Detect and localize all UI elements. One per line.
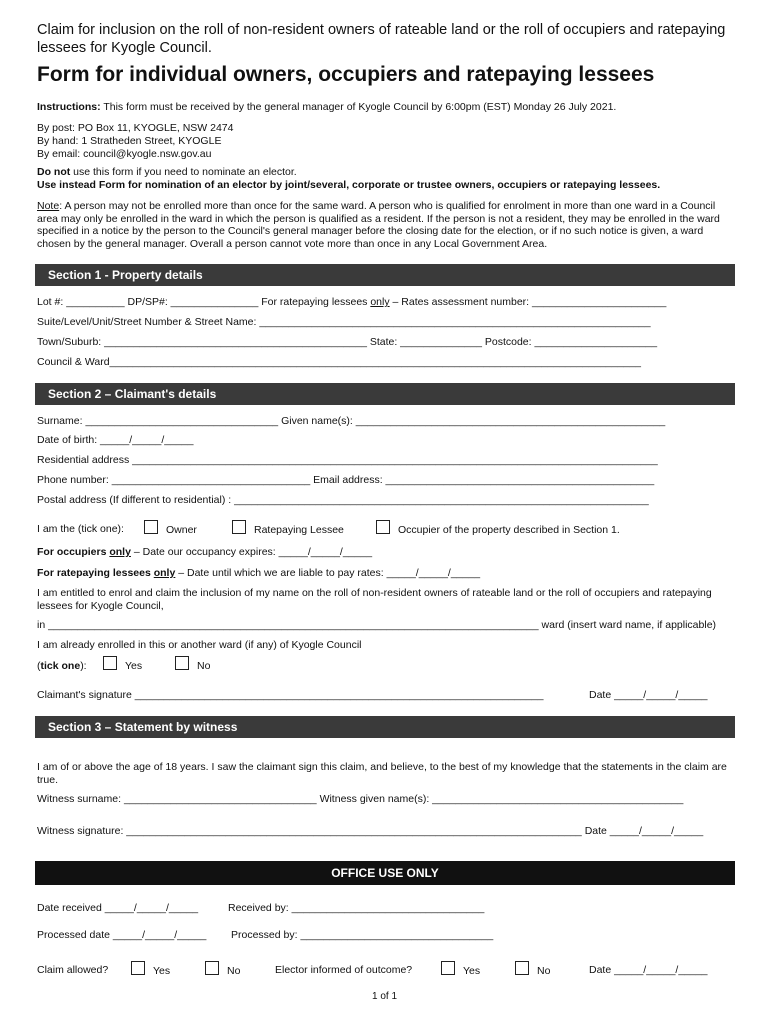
occupiers-only: only: [109, 546, 131, 558]
hand-address: By hand: 1 Stratheden Street, KYOGLE: [37, 135, 222, 147]
note-label: Note: [37, 200, 60, 212]
already-enrolled-label: I am already enrolled in this or another ward (if any) of Kyogle Council: [37, 639, 362, 651]
section1-header: [35, 264, 735, 286]
page-number: 1 of 1: [372, 991, 398, 1002]
enrolled-yes-option[interactable]: [103, 656, 142, 672]
office-date-line[interactable]: Date _____/_____/_____: [589, 964, 708, 976]
enrolled-yes-checkbox[interactable]: [103, 656, 117, 670]
allowed-yes-option[interactable]: [131, 961, 170, 977]
processed-by-line[interactable]: Processed by: _________________________________: [231, 929, 494, 941]
claimant-signature-date[interactable]: Date _____/_____/_____: [589, 689, 708, 701]
lessees-only: only: [153, 567, 176, 579]
postal-address: By post: PO Box 11, KYOGLE, NSW 2474: [37, 122, 234, 134]
ward-line[interactable]: in ____________________________________________________________________________________ ward (insert ward name, if applicable): [37, 619, 717, 631]
allowed-yes-checkbox[interactable]: [131, 961, 145, 975]
enrolled-no-checkbox[interactable]: [175, 656, 189, 670]
informed-yes-option[interactable]: [441, 961, 480, 977]
claimant-type-label: I am the (tick one):: [37, 523, 124, 535]
claim-allowed-label: Claim allowed?: [37, 964, 109, 976]
owner-label: Owner: [166, 524, 197, 536]
form-heading: Claim for inclusion on the roll of non-resident owners of rateable land or the roll of occupiers and ratepaying lessees for Kyogle Council.: [37, 22, 726, 56]
informed-no-checkbox[interactable]: [515, 961, 529, 975]
note-text: : A person may not be enrolled more than once for the same ward. A person who is qualified for enrolment in more than one ward in a Council area may only be enrolled in the ward in which the person is qualified as a resident. If the person is not a resident, they may be enrolled in the ward specified in a notice by the person to the Council's general manager before the closing date for the election, or if no such notice is given, a ward chosen by the general manager. Overall a person cannot vote more than once in any Local Government Area.: [37, 200, 720, 250]
dob-line[interactable]: Date of birth: _____/_____/_____: [37, 434, 194, 446]
section3-title: Section 3 – Statement by witness: [48, 720, 238, 734]
town-line[interactable]: Town/Suburb: _____________________________________________ State: ______________ Postcode: _____________________: [37, 336, 658, 348]
instructions-label: Instructions:: [37, 101, 101, 113]
lot-line-only: only: [370, 296, 390, 308]
section2-title: Section 2 – Claimant's details: [48, 387, 217, 401]
owner-option[interactable]: [144, 520, 197, 536]
informed-no-label: No: [537, 965, 551, 977]
informed-yes-label: Yes: [463, 965, 481, 977]
postal-line[interactable]: Postal address (If different to residential) : _______________________________________________________________________: [37, 494, 649, 506]
instructions-text: This form must be received by the general manager of Kyogle Council by 6:00pm (EST) Monday 26 July 2021.: [100, 101, 617, 113]
use-instead-note: Use instead Form for nomination of an elector by joint/several, corporate or trustee owners, occupiers or ratepaying lessees.: [37, 179, 661, 191]
informed-yes-checkbox[interactable]: [441, 961, 455, 975]
do-not-text: use this form if you need to nominate an elector.: [70, 166, 297, 178]
lessee-option[interactable]: [232, 520, 344, 536]
residential-line[interactable]: Residential address __________________________________________________________________________________________: [37, 454, 658, 466]
occupiers-label: For occupiers: [37, 546, 110, 558]
section2-header: [35, 383, 735, 405]
lessees-label: For ratepaying lessees: [37, 567, 154, 579]
occupier-checkbox[interactable]: [376, 520, 390, 534]
witness-names-line[interactable]: Witness surname: _________________________________ Witness given name(s): ___________________________________________: [37, 793, 684, 805]
council-ward-line[interactable]: Council & Ward___________________________________________________________________________________________: [37, 356, 641, 368]
date-received-line[interactable]: Date received _____/_____/_____: [37, 902, 199, 914]
office-use-title: OFFICE USE ONLY: [331, 866, 439, 880]
occupancy-expiry-line[interactable]: [37, 546, 372, 558]
do-not-label: Do not: [37, 166, 71, 178]
occupancy-text: – Date our occupancy expires: _____/_____/_____: [130, 546, 373, 558]
witness-statement: I am of or above the age of 18 years. I saw the claimant sign this claim, and believe, to the best of my knowledge that the statements in the claim are true.: [37, 761, 727, 786]
section3-header: [35, 716, 735, 738]
tick-one-label: (tick one):: [37, 660, 87, 672]
occupier-label: Occupier of the property described in Section 1.: [398, 524, 620, 536]
allowed-no-checkbox[interactable]: [205, 961, 219, 975]
enrolled-no-option[interactable]: [175, 656, 210, 672]
allowed-no-label: No: [227, 965, 241, 977]
rates-liability-line[interactable]: [37, 567, 480, 579]
allowed-no-option[interactable]: [205, 961, 240, 977]
instructions: [37, 101, 616, 113]
form-title: Form for individual owners, occupiers and ratepaying lessees: [37, 63, 655, 86]
processed-date-line[interactable]: Processed date _____/_____/_____: [37, 929, 207, 941]
occupier-option[interactable]: [376, 520, 620, 536]
allowed-yes-label: Yes: [153, 965, 171, 977]
lot-line[interactable]: [37, 296, 666, 308]
informed-no-option[interactable]: [515, 961, 550, 977]
entitlement-statement: I am entitled to enrol and claim the inclusion of my name on the roll of non-resident owners of rateable land or the roll of occupiers and ratepaying lessees for Kyogle Council,: [37, 587, 712, 612]
lessee-checkbox[interactable]: [232, 520, 246, 534]
enrolment-note: [37, 200, 737, 250]
phone-email-line[interactable]: Phone number: __________________________________ Email address: ______________________________________________: [37, 474, 655, 486]
witness-signature-line[interactable]: Witness signature: ______________________________________________________________________________ Date _____/_____/_____: [37, 825, 704, 837]
surname-line[interactable]: Surname: _________________________________ Given name(s): _____________________________________________________: [37, 415, 666, 427]
email-address: By email: council@kyogle.nsw.gov.au: [37, 148, 212, 160]
street-line[interactable]: Suite/Level/Unit/Street Number & Street Name: ___________________________________________________________________: [37, 316, 651, 328]
office-use-header: [35, 861, 735, 885]
lessee-label: Ratepaying Lessee: [254, 524, 344, 536]
enrolled-yes-label: Yes: [125, 660, 143, 672]
received-by-line[interactable]: Received by: _________________________________: [228, 902, 485, 914]
rates-text: – Date until which we are liable to pay rates: _____/_____/_____: [175, 567, 481, 579]
do-not-note: [37, 166, 297, 178]
section1-title: Section 1 - Property details: [48, 268, 203, 282]
tick-one-bold: tick one: [40, 660, 81, 672]
owner-checkbox[interactable]: [144, 520, 158, 534]
claimant-signature-line[interactable]: Claimant's signature ______________________________________________________________________: [37, 689, 544, 701]
elector-informed-label: Elector informed of outcome?: [275, 964, 413, 976]
enrolled-no-label: No: [197, 660, 211, 672]
lot-line-b: – Rates assessment number: _______________________: [389, 296, 667, 308]
lot-line-a: Lot #: __________ DP/SP#: _______________ For ratepaying lessees: [37, 296, 371, 308]
